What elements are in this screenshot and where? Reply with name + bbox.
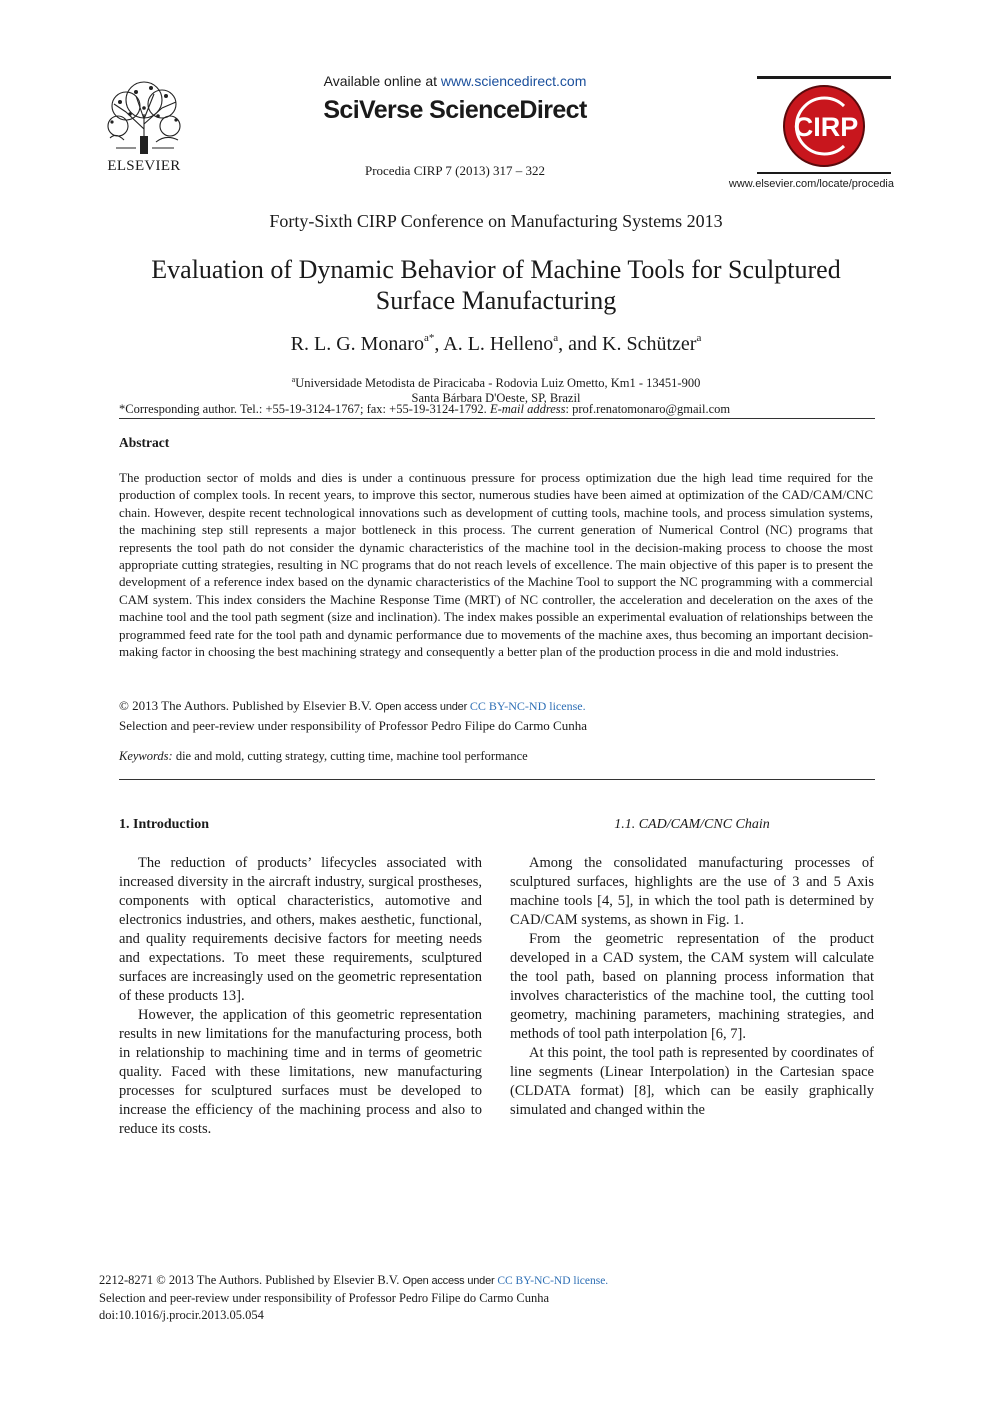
- affiliation-line-1: Universidade Metodista de Piracicaba - Rodovia Luiz Ometto, Km1 - 13451-900: [295, 376, 701, 390]
- sciverse-sciencedirect-brand: SciVerse ScienceDirect: [323, 96, 587, 124]
- conference-name: Forty-Sixth CIRP Conference on Manufacturing Systems 2013: [269, 211, 723, 231]
- header-divider: [119, 418, 875, 419]
- keywords-list: die and mold, cutting strategy, cutting time, machine tool performance: [172, 749, 528, 763]
- abstract-text: The production sector of molds and dies is under a continuous pressure for process optimization due the high lead time required for the production of complex tools. In recent years, to improve this sector, numerous studies have been aimed at optimization of the CAD/CAM/CNC chain. However, despite recent technological innovations such as development of cutting tools, machine tools, and process simulation systems, the machining step still represents a major bottleneck in this process. The current generation of Numerical Control (NC) programs that represents the tool path do not consider the dynamic characteristics of the machine tool in the decision-making process to choose the most appropriate cutting strategies, resulting in NC programs that do not reach levels of excellence. The main objective of this paper is to present the development of a reference index based on the dynamic characteristics of the Machine Tool to support the NC programming with a commercial CAM system. This index considers the Machine Response Time (MRT) of NC controller, the acceleration and deceleration on the axes of the machine tool and the tool path segment (size and inclination). The index makes possible an experimental evaluation of relationships between the programmed feed rate for the tool path and dynamic performance due to movements of the machine axes, thus becoming an important decision-making factor in choosing the best machining strategy and consequently a better plan of the production process in die and mold industries.: [119, 470, 873, 660]
- body-paragraph: The reduction of products’ lifecycles associated with increased diversity in the aircraft industry, surgical prostheses, components with optical characteristics, automotive and electronics industries, and others, makes aesthetic, functional, and quality requirements decisive factors for meeting needs and expectations. To meet these requirements, sculptured surfaces are increasingly used on the geometric representation of these products 13].: [119, 855, 482, 1004]
- cirp-logo: [782, 84, 866, 168]
- footer-cc-license-link[interactable]: CC BY-NC-ND license.: [497, 1275, 609, 1287]
- paper-title: Evaluation of Dynamic Behavior of Machine Tools for Sculptured Surface Manufacturing: [151, 255, 841, 315]
- peer-review-line: Selection and peer-review under responsibility of Professor Pedro Filipe do Carmo Cunha: [119, 717, 587, 733]
- footer-doi[interactable]: doi:10.1016/j.procir.2013.05.054: [99, 1308, 264, 1322]
- body-paragraph: Among the consolidated manufacturing processes of sculptured surfaces, highlights are the use of 3 and 5 Axis machine tools [4, 5], in which the tool path is determined by CAD/CAM systems, as shown in Fig. 1.: [510, 855, 874, 928]
- cirp-rule-bottom: [757, 172, 891, 174]
- email-label: E-mail address: [489, 402, 566, 416]
- copyright-line: © 2013 The Authors. Published by Elsevier B.V.: [119, 698, 376, 713]
- footer-peer-review: Selection and peer-review under responsibility of Professor Pedro Filipe do Carmo Cunha: [99, 1291, 549, 1305]
- body-paragraph: However, the application of this geometric representation results in new limitations for the manufacturing process, both in relationship to machining time and in terms of geometric quality. Faced with these limitations, new manufacturing processes for sculptured surfaces must be developed to increase the efficiency of the machining process and also to reduce its costs.: [119, 1007, 482, 1137]
- affiliation-mark: a: [291, 375, 296, 384]
- affiliation-line-2: Santa Bárbara D'Oeste, SP, Brazil: [411, 391, 581, 405]
- available-online-label: Available online at: [323, 73, 441, 89]
- elsevier-wordmark: ELSEVIER: [107, 158, 181, 174]
- cirp-logo-text: CIRP: [793, 112, 859, 142]
- elsevier-procedia-url[interactable]: www.elsevier.com/locate/procedia: [728, 178, 894, 190]
- author-separator: ,: [434, 333, 444, 355]
- cirp-rule-top: [757, 76, 891, 79]
- corresponding-contact: *Corresponding author. Tel.: +55-19-3124-1767; fax: +55-19-3124-1792.: [119, 402, 490, 416]
- author-name: K. Schützer: [602, 333, 697, 355]
- open-access-label: Open access under: [375, 701, 470, 713]
- keywords: [119, 749, 873, 764]
- abstract-divider: [119, 779, 875, 780]
- author-affiliation-mark: a*: [423, 332, 435, 344]
- author-name: R. L. G. Monaro: [290, 333, 424, 355]
- journal-reference: Procedia CIRP 7 (2013) 317 – 322: [364, 163, 546, 178]
- keywords-label: Keywords:: [119, 749, 173, 763]
- author-name: A. L. Helleno: [443, 333, 554, 355]
- left-column: [119, 854, 482, 1139]
- footer-issn-copyright: 2212-8271 © 2013 The Authors. Published by Elsevier B.V.: [99, 1273, 403, 1287]
- footer-open-access-label: Open access under: [402, 1275, 498, 1287]
- author-list: [0, 332, 992, 356]
- body-paragraph: From the geometric representation of the product developed in a CAD system, the CAM system will calculate the tool path, based on planning process information that involves characteristics of the machine tool, the cutting tool geometry, machining parameters, machining strategies, and methods of tool path interpolation [6, 7].: [510, 931, 874, 1042]
- section-heading-introduction: 1. Introduction: [119, 817, 209, 832]
- right-column: [510, 854, 874, 1120]
- author-affiliation-mark: a: [553, 332, 559, 344]
- page-footer: [99, 1272, 859, 1324]
- copyright-notice: [119, 697, 873, 734]
- author-affiliation-mark: a: [696, 332, 702, 344]
- cc-license-link[interactable]: CC BY-NC-ND license.: [469, 699, 586, 713]
- available-online: [290, 73, 620, 89]
- author-separator: , and: [558, 333, 603, 355]
- affiliation: [0, 372, 992, 406]
- corresponding-author: [119, 402, 879, 417]
- corresponding-email: : prof.renatomonaro@gmail.com: [565, 402, 731, 416]
- subsection-heading-cad-cam-cnc: 1.1. CAD/CAM/CNC Chain: [614, 817, 770, 832]
- sciencedirect-link[interactable]: www.sciencedirect.com: [440, 73, 587, 89]
- abstract-heading: Abstract: [119, 435, 170, 450]
- body-paragraph: At this point, the tool path is represented by coordinates of line segments (Linear Interpolation) in the Cartesian space (CLDATA format) [8], which can be easily graphically simulated and changed within the: [510, 1045, 874, 1118]
